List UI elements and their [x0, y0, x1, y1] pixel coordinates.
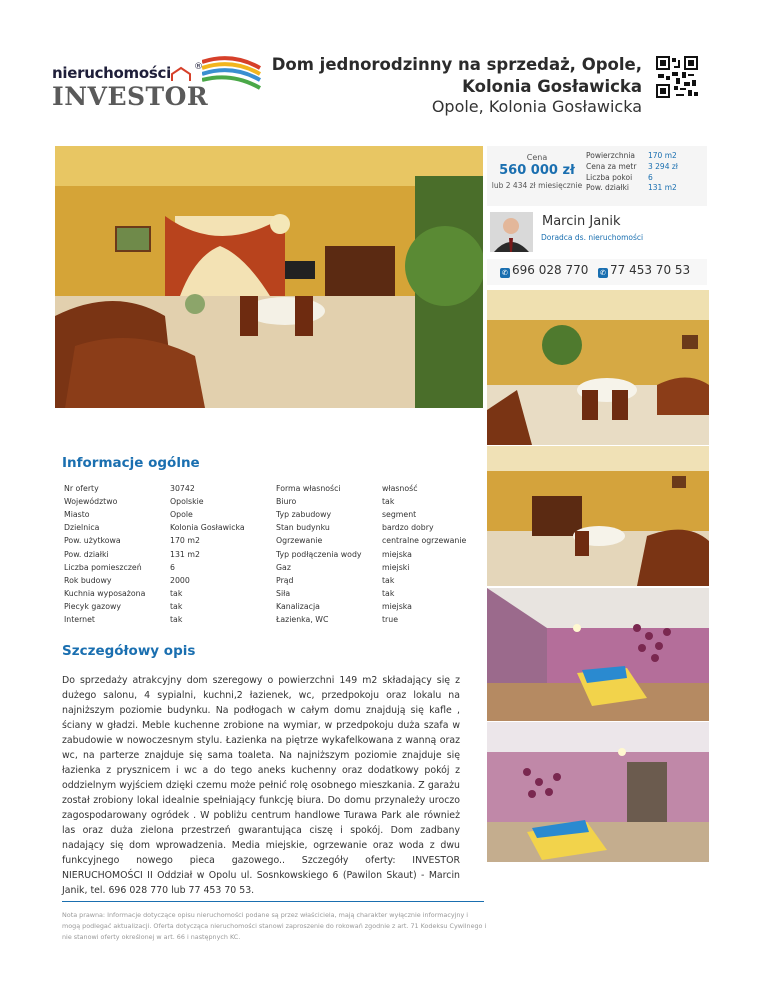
info-label: Piecyk gazowy	[64, 601, 121, 611]
logo-text-bottom: INVESTOR	[52, 82, 209, 111]
agent-name: Marcin Janik	[542, 214, 621, 229]
info-label: Pow. działki	[64, 549, 109, 559]
listing-title: Dom jednorodzinny na sprzedaż, Opole, Kolonia Gosławicka	[271, 55, 642, 96]
info-value: miejska	[382, 601, 412, 611]
info-value: 30742	[170, 484, 195, 493]
info-value: 2000	[170, 575, 190, 585]
description-text: Do sprzedaży atrakcyjny dom szeregowy o powierzchni 149 m2 składający się z dużego salonu, 4 sypialni, kuchni,2 łazienek, wc, przedpokoju oraz lokalu na najniższym poziomie budynku. Na podłogach w całym domu znajdują się kafle , ściany w gładzi. Meble kuchenne zrobione na wymiar, w przedpokoju duża szafa w zabudowie w nowoczesnym stylu. Łazienka na piętrze wykafelkowana z wanną oraz wc, na parterze znajduje się sama toaleta. Na najniższym poziomie znajduje się łazienka z prysznicem i wc a do tego aneks kuchenny oraz dodatkowy pokój z oddzielnym wyjściem dzięki czemu może pełnić rolę osobnego mieszkania. Z garażu został zrobiony lokal idealnie spełniający funkcję biura. Do domu przynależy uroczo zagospodarowany ogródek . W pobliżu centrum handlowe Turawa Park ale również las oraz duża zielona przestrzeń gwarantująca ciszę i spokój. Dom zadbany nadający się dom wprowadzenia. Media miejskie, ogrzewanie oraz woda z dwu funkcyjnego nowego pieca gazowego.. Szczegóły oferty: INVESTOR NIERUCHOMOŚCI II Oddział w Opolu ul. Sosnkowskiego 6 (Pawilon Skaut) - Marcin Janik, tel. 696 028 770 lub 77 453 70 53.	[62, 675, 460, 896]
info-value: tak	[170, 615, 183, 624]
info-label: Biuro	[276, 497, 297, 507]
info-value: 170 m2	[170, 536, 200, 546]
spec-value: 3 294 zł	[648, 161, 678, 171]
info-label: Ogrzewanie	[276, 536, 323, 546]
info-value: Opole	[170, 510, 193, 520]
price-value: 560 000 zł	[499, 163, 575, 178]
agent-phone-mobile[interactable]	[500, 263, 588, 278]
info-label: Kuchnia wyposażona	[64, 588, 146, 598]
logo-registered: ®	[194, 62, 203, 72]
photo-dining-room	[487, 290, 709, 445]
info-label: Województwo	[64, 497, 118, 507]
section-heading-info: Informacje ogólne	[62, 455, 200, 471]
company-logo	[52, 58, 212, 114]
agent-phone-landline[interactable]	[598, 263, 690, 278]
info-label: Łazienka, WC	[276, 615, 329, 624]
spec-row	[586, 151, 678, 162]
spec-label: Powierzchnia	[586, 151, 636, 160]
photo-bedroom-2	[487, 722, 709, 862]
phone-number: 696 028 770	[512, 263, 589, 277]
section-heading-description: Szczegółowy opis	[62, 643, 196, 659]
qr-code-icon	[656, 56, 698, 98]
specs-list	[586, 151, 678, 194]
info-value: bardzo dobry	[382, 523, 434, 533]
phone-number: 77 453 70 53	[610, 263, 691, 277]
info-value: miejski	[382, 562, 410, 572]
spec-value: 131 m2	[648, 183, 677, 193]
spec-label: Liczba pokoi	[586, 172, 633, 182]
info-label: Dzielnica	[64, 523, 100, 533]
spec-row	[586, 173, 678, 184]
divider	[62, 901, 484, 902]
info-label: Forma własności	[276, 484, 341, 493]
info-value: miejska	[382, 549, 412, 559]
agent-avatar	[490, 212, 533, 252]
info-label: Internet	[64, 615, 95, 624]
info-label: Miasto	[64, 510, 90, 520]
info-value: tak	[382, 497, 395, 507]
info-value: Kolonia Gosławicka	[170, 523, 245, 533]
info-label: Rok budowy	[64, 575, 112, 585]
spec-value: 170 m2	[648, 151, 677, 160]
logo-text-top: nieruchomości	[52, 64, 171, 82]
house-icon	[170, 66, 192, 82]
spec-row	[586, 162, 678, 173]
info-value: własność	[382, 484, 418, 493]
info-value: 6	[170, 562, 175, 572]
info-value: tak	[382, 575, 395, 585]
info-value: centralne ogrzewanie	[382, 536, 467, 546]
info-label: Stan budynku	[276, 523, 330, 533]
phone-icon: ✆	[598, 268, 608, 278]
info-label: Typ zabudowy	[276, 510, 332, 520]
info-label: Kanalizacja	[276, 601, 320, 611]
info-value: 131 m2	[170, 549, 200, 559]
info-label: Pow. użytkowa	[64, 536, 121, 546]
spec-label: Cena za metr	[586, 161, 637, 171]
legal-note: Nota prawna: Informacje dotyczące opisu nieruchomości podane są przez właściciela, mają charakter wyłącznie informacyjny i mogą podlegać aktualizacji. Oferta dotycząca nieruchomości stanowi zaproszenie do rokowań zgodnie z art. 71 Kodeksu Cywilnego i nie stanowi oferty określonej w art. 66 i następnych KC.	[62, 911, 487, 941]
spec-label: Pow. działki	[586, 183, 629, 193]
price-label: Cena	[526, 153, 548, 162]
info-value: tak	[170, 588, 183, 598]
info-label: Liczba pomieszczeń	[64, 562, 142, 572]
info-label: Nr oferty	[64, 484, 99, 493]
info-label: Gaz	[276, 562, 291, 572]
info-label: Typ podłączenia wody	[276, 549, 362, 559]
listing-location: Opole, Kolonia Gosławicka	[431, 97, 642, 116]
info-value: Opolskie	[170, 497, 204, 507]
main-photo-living-room	[55, 146, 483, 408]
info-value: segment	[382, 510, 417, 520]
info-value: tak	[170, 601, 183, 611]
info-value: tak	[382, 588, 395, 598]
info-label: Prąd	[276, 575, 294, 585]
info-label: Siła	[276, 588, 291, 598]
spec-row	[586, 183, 678, 194]
spec-value: 6	[648, 172, 653, 182]
photo-living-room-2	[487, 446, 709, 586]
phone-icon: ✆	[500, 268, 510, 278]
price-monthly: lub 2 434 zł miesięcznie	[491, 181, 583, 190]
photo-bedroom-1	[487, 588, 709, 721]
agent-role: Doradca ds. nieruchomości	[541, 233, 644, 242]
info-value: true	[382, 615, 399, 624]
